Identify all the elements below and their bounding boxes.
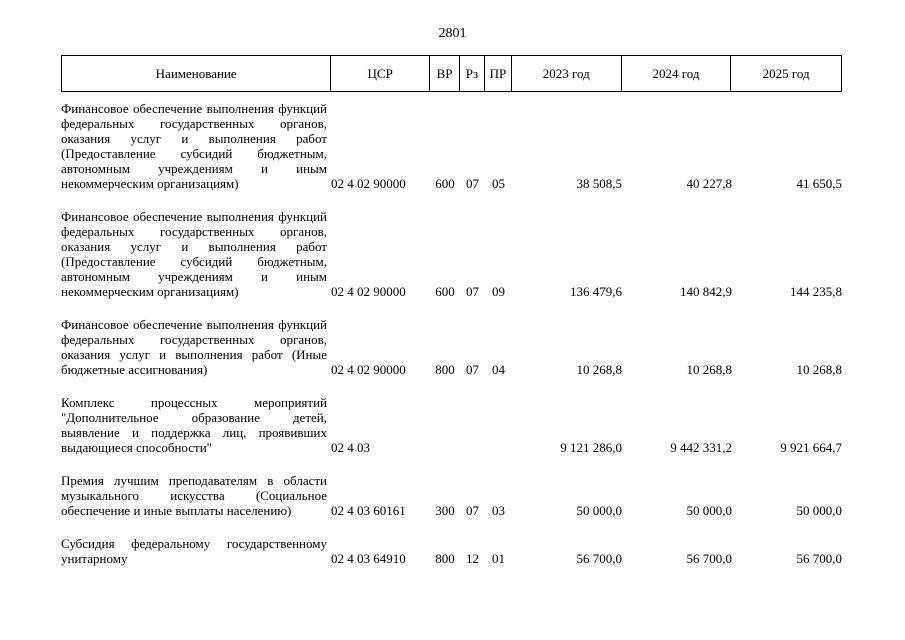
row-vr: 800 bbox=[435, 551, 455, 566]
row-2024: 9 442 331,2 bbox=[670, 440, 732, 455]
row-pr: 05 bbox=[492, 176, 505, 191]
header-2024: 2024 год bbox=[622, 56, 732, 91]
header-rz: Рз bbox=[460, 56, 485, 91]
row-name: Финансовое обеспечение выполнения функций федеральных государственных органов, оказания услуг и выполнения работ (Иные бюджетные ассигнования) bbox=[61, 317, 327, 377]
row-2025: 56 700,0 bbox=[796, 551, 842, 566]
row-csr: 02 4 02 90000 bbox=[331, 176, 406, 191]
row-2024: 56 700,0 bbox=[686, 551, 732, 566]
row-name: Субсидия федеральному государственному унитарному bbox=[61, 536, 327, 566]
row-2024: 40 227,8 bbox=[686, 176, 732, 191]
table-row bbox=[61, 473, 842, 518]
row-pr: 01 bbox=[492, 551, 505, 566]
row-vr: 600 bbox=[435, 176, 455, 191]
row-name: Премия лучшим преподавателям в области музыкального искусства (Социальное обеспечение и иные выплаты населению) bbox=[61, 473, 327, 518]
table-row bbox=[61, 101, 842, 191]
row-csr: 02 4 03 60161 bbox=[331, 503, 406, 518]
row-vr: 800 bbox=[435, 362, 455, 377]
row-2025: 10 268,8 bbox=[796, 362, 842, 377]
row-pr: 04 bbox=[492, 362, 505, 377]
row-2024: 50 000,0 bbox=[686, 503, 732, 518]
row-2025: 41 650,5 bbox=[796, 176, 842, 191]
table-row bbox=[61, 209, 842, 299]
row-rz: 12 bbox=[466, 551, 479, 566]
table-row bbox=[61, 536, 842, 566]
row-vr: 300 bbox=[435, 503, 455, 518]
row-2025: 144 235,8 bbox=[790, 284, 842, 299]
header-name: Наименование bbox=[62, 56, 331, 91]
row-csr: 02 4 03 bbox=[331, 440, 370, 455]
row-2024: 10 268,8 bbox=[686, 362, 732, 377]
header-vr: ВР bbox=[430, 56, 460, 91]
row-2023: 56 700,0 bbox=[576, 551, 622, 566]
row-vr: 600 bbox=[435, 284, 455, 299]
row-2024: 140 842,9 bbox=[680, 284, 732, 299]
row-rz: 07 bbox=[466, 284, 479, 299]
row-2023: 9 121 286,0 bbox=[560, 440, 622, 455]
header-2023: 2023 год bbox=[512, 56, 622, 91]
table-row bbox=[61, 395, 842, 455]
row-name: Финансовое обеспечение выполнения функций федеральных государственных органов, оказания услуг и выполнения работ (Предоставление субсидий бюджетным, автономным учреждениям и иным некоммерческим организациям) bbox=[61, 209, 327, 299]
page-number: 2801 bbox=[438, 26, 467, 41]
row-name: Финансовое обеспечение выполнения функций федеральных государственных органов, оказания услуг и выполнения работ (Предоставление субсидий бюджетным, автономным учреждениям и иным некоммерческим организациям) bbox=[61, 101, 327, 191]
table-row bbox=[61, 317, 842, 377]
row-2025: 9 921 664,7 bbox=[780, 440, 842, 455]
header-csr: ЦСР bbox=[331, 56, 430, 91]
row-2023: 50 000,0 bbox=[576, 503, 622, 518]
row-name: Комплекс процессных мероприятий "Дополнительное образование детей, выявление и поддержка лиц, проявивших выдающиеся способности" bbox=[61, 395, 327, 455]
row-rz: 07 bbox=[466, 176, 479, 191]
row-csr: 02 4 02 90000 bbox=[331, 362, 406, 377]
row-rz: 07 bbox=[466, 362, 479, 377]
table-header bbox=[61, 55, 842, 92]
row-csr: 02 4 02 90000 bbox=[331, 284, 406, 299]
row-2023: 38 508,5 bbox=[576, 176, 622, 191]
header-2025: 2025 год bbox=[762, 65, 810, 81]
table-body bbox=[61, 101, 842, 584]
row-rz: 07 bbox=[466, 503, 479, 518]
row-csr: 02 4 03 64910 bbox=[331, 551, 406, 566]
row-2023: 136 479,6 bbox=[570, 284, 622, 299]
row-pr: 03 bbox=[492, 503, 505, 518]
row-pr: 09 bbox=[492, 284, 505, 299]
row-2023: 10 268,8 bbox=[576, 362, 622, 377]
header-pr: ПР bbox=[485, 56, 512, 91]
row-2025: 50 000,0 bbox=[796, 503, 842, 518]
